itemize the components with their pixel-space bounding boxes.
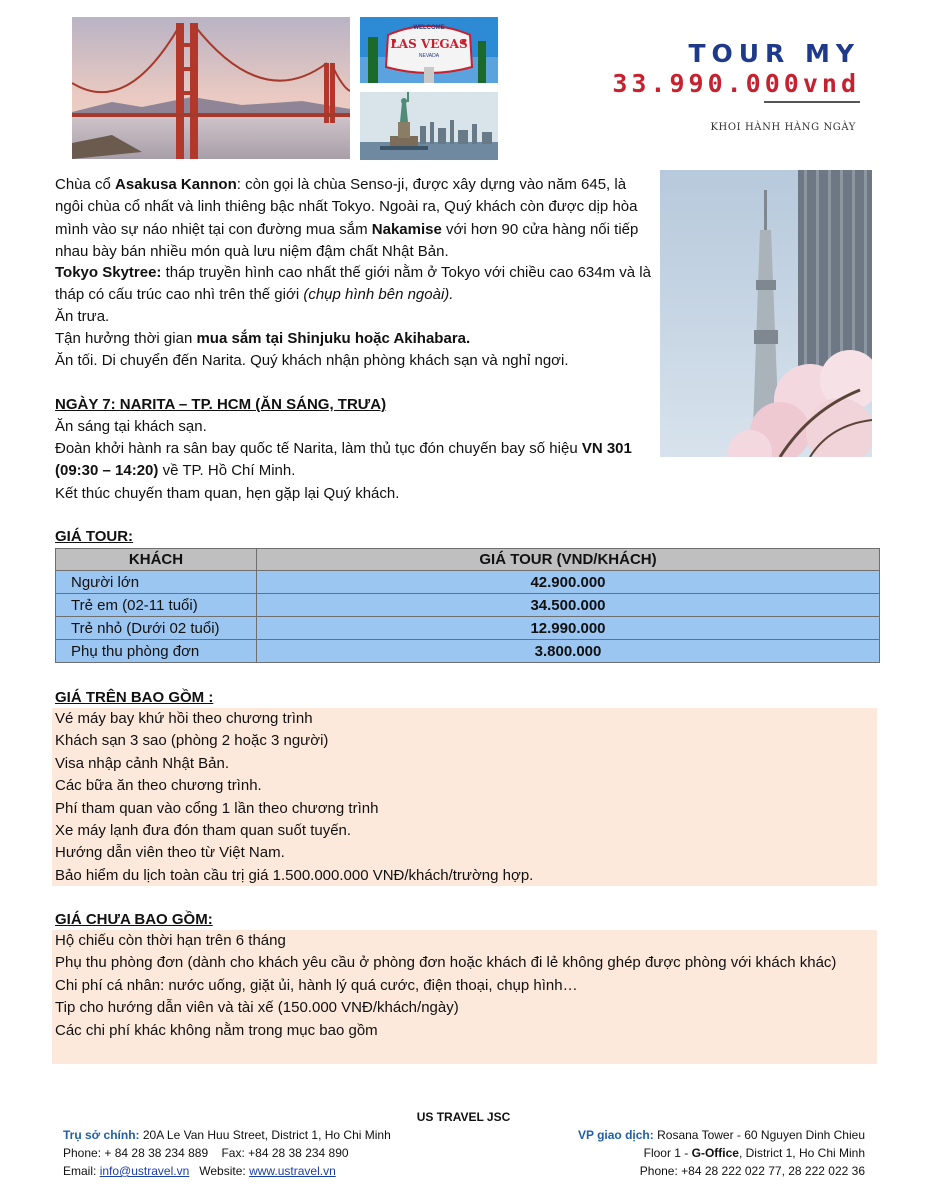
tour-price: 33.990.000vnd	[612, 69, 860, 98]
price-cell: 42.900.000	[257, 571, 880, 594]
list-item: Xe máy lạnh đưa đón tham quan suốt tuyến.	[55, 822, 352, 840]
day7-flight-text-1: Đoàn khởi hành ra sân bay quốc tế Narita, làm thủ tục đón chuyến bay số hiệu	[55, 440, 582, 457]
contact-line	[63, 1162, 483, 1180]
excluded-list	[52, 930, 877, 1064]
price-table	[55, 548, 880, 663]
tokyo-skytree-photo	[660, 170, 872, 457]
list-item: Visa nhập cảnh Nhật Bản.	[55, 754, 230, 772]
vp-line	[470, 1126, 865, 1144]
las-vegas-sign-line2: LAS VEGAS	[390, 37, 468, 51]
vp-floor-text-2: , District 1, Ho Chi Minh	[738, 1146, 865, 1160]
email-link[interactable]: info@ustravel.vn	[99, 1164, 190, 1178]
list-item: Hộ chiếu còn thời hạn trên 6 tháng	[55, 932, 286, 949]
price-cell: 34.500.000	[257, 594, 880, 617]
vp-address: Rosana Tower - 60 Nguyen Dinh Chieu	[653, 1128, 865, 1142]
website-link[interactable]: www.ustravel.vn	[249, 1164, 336, 1178]
list-item: Khách sạn 3 sao (phòng 2 hoặc 3 người)	[55, 732, 329, 750]
list-item: Phí tham quan vào cổng 1 lần theo chương trình	[55, 799, 379, 817]
list-item: Bảo hiểm du lịch toàn cầu trị giá 1.500.000.000 VNĐ/khách/trường hợp.	[55, 866, 534, 884]
skytree-paragraph	[55, 262, 655, 307]
hq-address: 20A Le Van Huu Street, District 1, Ho Chi Minh	[139, 1128, 391, 1142]
vp-label: VP giao dịch:	[577, 1128, 654, 1142]
vp-floor-text-1: Floor 1 -	[643, 1146, 692, 1160]
table-row	[56, 594, 880, 617]
table-row	[56, 571, 880, 594]
footer-right	[470, 1126, 865, 1180]
day7-flight-text-2: về TP. Hồ Chí Minh.	[158, 462, 296, 480]
lunch-line: Ăn trưa.	[55, 308, 110, 325]
skytree-text: tháp truyền hình cao nhất thế giới nằm ở Tokyo với chiều cao 634m và là tháp có cấu trúc cao nhì trên thế giới	[55, 264, 651, 304]
list-item: Chi phí cá nhân: nước uống, giặt ủi, hành lý quá cước, điện thoại, chụp hình…	[55, 976, 578, 994]
price-heading: GIÁ TOUR:	[55, 528, 134, 545]
shopping-line	[55, 328, 655, 350]
vp-office-name: G-Office	[691, 1146, 739, 1160]
list-item: Các chi phí khác không nằm trong mục bao gồm	[55, 1021, 378, 1039]
email-label: Email:	[63, 1164, 100, 1178]
guest-cell: Người lớn	[56, 571, 257, 594]
las-vegas-sign-line3: NEVADA	[418, 53, 440, 59]
asakusa-text-3: với hơn 90 cửa hàng nối tiếp nhau bày bán nhiều món quà lưu niệm đậm chất Nhật Bản.	[55, 220, 639, 261]
col-guest: KHÁCH	[56, 549, 257, 571]
las-vegas-sign-line1: WELCOME	[413, 25, 445, 31]
table-row	[56, 617, 880, 640]
asakusa-paragraph	[55, 174, 655, 264]
list-item: Phụ thu phòng đơn (dành cho khách yêu cầu ở phòng đơn hoặc khách đi lẻ không ghép được phòng với khách khác)	[55, 954, 837, 972]
skytree-name: Tokyo Skytree:	[55, 264, 162, 281]
day7-flight-paragraph	[55, 438, 655, 483]
vp-phone-line: Phone: +84 28 222 022 77, 28 222 022 36	[639, 1164, 865, 1178]
day7-closing-line: Kết thúc chuyến tham quan, hẹn gặp lại Quý khách.	[55, 485, 400, 502]
list-item: Các bữa ăn theo chương trình.	[55, 777, 262, 795]
asakusa-text-1: Chùa cổ	[55, 176, 116, 193]
company-name: US TRAVEL JSC	[416, 1110, 511, 1124]
price-underline	[764, 101, 860, 103]
excluded-heading: GIÁ CHƯA BAO GỒM:	[55, 911, 213, 928]
nakamise-name: Nakamise	[371, 220, 442, 238]
price-cell: 3.800.000	[257, 640, 880, 663]
las-vegas-sign-photo	[360, 17, 498, 83]
shopping-text: Tận hưởng thời gian	[55, 330, 197, 347]
list-item: Vé máy bay khứ hồi theo chương trình	[55, 710, 313, 727]
statue-of-liberty-photo	[360, 92, 498, 160]
asakusa-name: Asakusa Kannon	[115, 176, 237, 193]
skytree-note: (chụp hình bên ngoài).	[303, 286, 454, 304]
footer-left	[63, 1126, 483, 1180]
list-item: Tip cho hướng dẫn viên và tài xế (150.000 VNĐ/khách/ngày)	[55, 999, 459, 1017]
day7-breakfast-line: Ăn sáng tại khách sạn.	[55, 418, 207, 435]
price-cell: 12.990.000	[257, 617, 880, 640]
list-item: Hướng dẫn viên theo từ Việt Nam.	[55, 844, 285, 862]
asakusa-text-2: : còn gọi là chùa Senso-ji, được xây dựng vào năm 645, là ngôi chùa cổ nhất và linh thiêng bậc nhất Tokyo. Ngoài ra, Quý khách còn được dịp hòa mình vào sự náo nhiệt tại con đường mua sắm	[55, 176, 638, 238]
dinner-line: Ăn tối. Di chuyển đến Narita. Quý khách nhận phòng khách sạn và nghỉ ngơi.	[55, 352, 569, 369]
hq-line	[63, 1126, 483, 1144]
flight-number: VN 301 (09:30 – 14:20)	[55, 440, 632, 480]
col-price: GIÁ TOUR (VND/KHÁCH)	[257, 549, 880, 571]
golden-gate-bridge-photo	[72, 17, 350, 159]
phone-fax-line: Phone: + 84 28 38 234 889 Fax: +84 28 38 234 890	[63, 1146, 349, 1160]
price-table-header	[56, 549, 880, 571]
included-list	[52, 708, 877, 886]
website-label: Website:	[189, 1164, 250, 1178]
departure-schedule: KHOI HÀNH HÀNG NGÀY	[710, 122, 856, 133]
included-heading: GIÁ TRÊN BAO GỒM :	[55, 689, 214, 706]
vp-floor-line	[470, 1144, 865, 1162]
day7-heading: NGÀY 7: NARITA – TP. HCM (ĂN SÁNG, TRƯA)	[55, 396, 387, 413]
table-row	[56, 640, 880, 663]
tour-title: TOUR MY	[688, 39, 860, 68]
guest-cell: Trẻ em (02-11 tuổi)	[56, 594, 257, 617]
guest-cell: Phụ thu phòng đơn	[56, 640, 257, 663]
hq-label: Trụ sở chính:	[63, 1128, 140, 1142]
shopping-place: mua sắm tại Shinjuku hoặc Akihabara.	[196, 330, 471, 347]
guest-cell: Trẻ nhỏ (Dưới 02 tuổi)	[56, 617, 257, 640]
